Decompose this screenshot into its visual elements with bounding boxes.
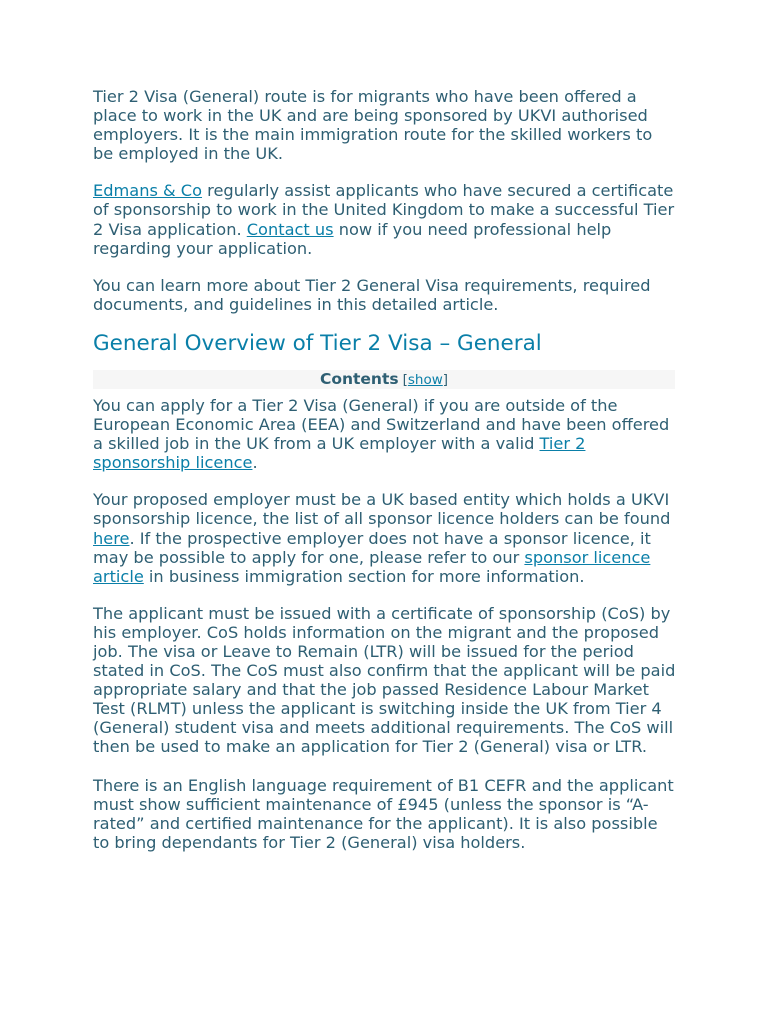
table-of-contents: [93, 370, 675, 389]
article-content: [93, 87, 677, 852]
company-paragraph-text-a: regularly assist applicants who have secured a certificate of sponsorship to work in the United Kingdom to make a successful Tier 2 Visa application.: [93, 181, 675, 239]
eligibility-text-b: .: [252, 453, 258, 473]
employer-text-b: . If the prospective employer does not have a sponsor licence, it may be possible to apply for one, please refer to our: [93, 528, 651, 567]
employer-text-c: in business immigration section for more information.: [143, 566, 585, 586]
company-link[interactable]: Edmans & Co: [93, 181, 203, 201]
toc-bracket-close: ]: [442, 371, 449, 388]
sponsor-list-here-link[interactable]: here: [93, 528, 130, 548]
company-paragraph: [93, 181, 677, 257]
intro-paragraph: Tier 2 Visa (General) route is for migrants who have been offered a place to work in the UK and are being sponsored by UKVI authorised employers. It is the main immigration route for the skilled workers to be employed in the UK.: [93, 87, 653, 164]
cos-paragraph: The applicant must be issued with a certificate of sponsorship (CoS) by his employer. CoS holds information on the migrant and the proposed job. The visa or Leave to Remain (LTR) will be issued for the period stated in CoS. The CoS must also confirm that the applicant will be paid appropriate salary and that the job passed Residence Labour Market Test (RLMT) unless the applicant is switching inside the UK from Tier 4 (General) student visa and meets additional requirements. The CoS will then be used to make an application for Tier 2 (General) visa or LTR.: [93, 603, 676, 757]
learn-more-paragraph: You can learn more about Tier 2 General Visa requirements, required documents, and guidelines in this detailed article.: [93, 275, 651, 314]
eligibility-paragraph: [93, 396, 677, 472]
sponsor-licence-article-link[interactable]: sponsor licence article: [93, 547, 651, 586]
eligibility-text-a: You can apply for a Tier 2 Visa (General) if you are outside of the European Economic Area (EEA) and Switzerland and have been offered a skilled job in the UK from a UK employer with a valid: [93, 395, 670, 454]
toc-bracket-open: [: [402, 371, 408, 388]
employer-text-a: Your proposed employer must be a UK based entity which holds a UKVI sponsorship licence, the list of all sponsor licence holders can be found: [93, 490, 671, 529]
english-requirement-paragraph: There is an English language requirement of B1 CEFR and the applicant must show sufficient maintenance of £945 (unless the sponsor is “A-rated” and certified maintenance for the applicant). It is also possible to bring dependants for Tier 2 (General) visa holders.: [93, 775, 674, 852]
toc-show-toggle[interactable]: show: [407, 371, 443, 388]
section-heading: General Overview of Tier 2 Visa – General: [93, 330, 542, 356]
company-paragraph-text-b: now if you need professional help regarding your application.: [93, 219, 612, 258]
toc-title: Contents: [319, 369, 399, 388]
sponsorship-licence-link[interactable]: Tier 2 sponsorship licence: [93, 434, 586, 473]
contact-us-link[interactable]: Contact us: [246, 219, 334, 239]
employer-paragraph: [93, 490, 677, 585]
